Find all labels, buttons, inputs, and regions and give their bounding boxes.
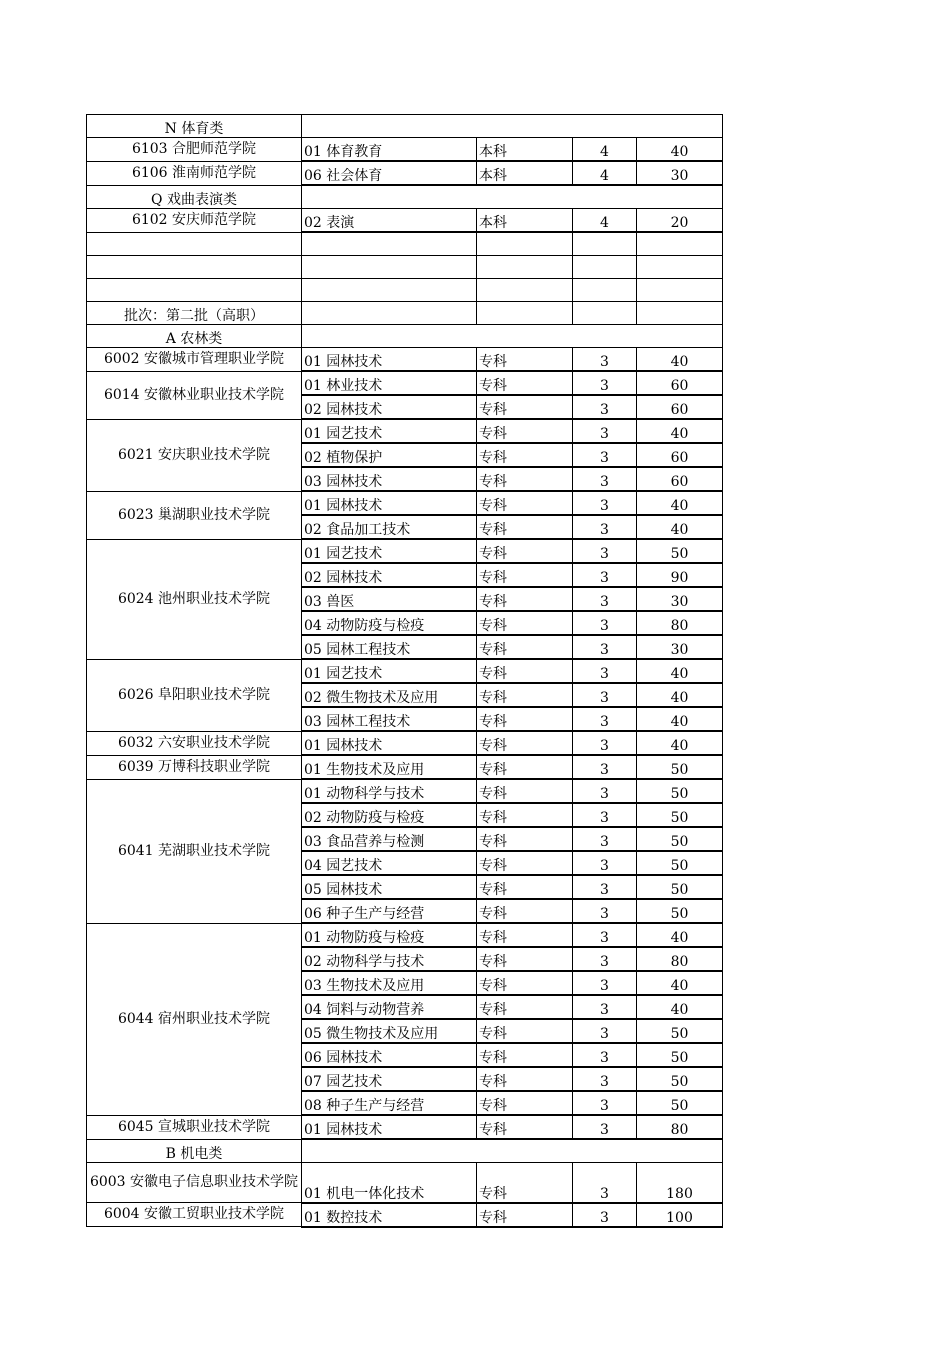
enrollment-count: 60 [637, 467, 723, 491]
enrollment-count: 40 [637, 683, 723, 707]
enrollment-count: 30 [637, 587, 723, 611]
education-level: 专科 [477, 779, 573, 803]
study-years: 3 [573, 395, 637, 419]
major-name: 01 动物科学与技术 [302, 779, 477, 803]
education-level: 专科 [477, 371, 573, 395]
school-name: 6102 安庆师范学院 [87, 209, 302, 233]
category-row-blank [302, 1139, 723, 1163]
major-row [87, 731, 723, 755]
study-years: 3 [573, 755, 637, 779]
major-name: 04 动物防疫与检疫 [302, 611, 477, 635]
education-level: 专科 [477, 491, 573, 515]
enrollment-count: 40 [637, 348, 723, 372]
major-name: 02 园林技术 [302, 563, 477, 587]
education-level: 专科 [477, 731, 573, 755]
major-name: 01 生物技术及应用 [302, 755, 477, 779]
major-row [87, 371, 723, 395]
blank-cell [87, 256, 302, 279]
category-row [87, 325, 723, 348]
school-name: 6041 芜湖职业技术学院 [87, 779, 302, 923]
enrollment-count: 50 [637, 1067, 723, 1091]
education-level: 专科 [477, 515, 573, 539]
study-years: 3 [573, 683, 637, 707]
education-level: 专科 [477, 995, 573, 1019]
study-years: 3 [573, 875, 637, 899]
study-years: 3 [573, 923, 637, 947]
education-level: 专科 [477, 683, 573, 707]
school-name: 6026 阜阳职业技术学院 [87, 659, 302, 731]
enrollment-count: 40 [637, 923, 723, 947]
major-name: 01 林业技术 [302, 371, 477, 395]
education-level: 专科 [477, 419, 573, 443]
education-level: 专科 [477, 1163, 573, 1203]
enrollment-count: 60 [637, 371, 723, 395]
study-years: 3 [573, 731, 637, 755]
education-level: 专科 [477, 635, 573, 659]
major-name: 06 园林技术 [302, 1043, 477, 1067]
enrollment-count: 180 [637, 1163, 723, 1203]
batch-row [87, 302, 723, 325]
major-row [87, 491, 723, 515]
category-row [87, 185, 723, 209]
blank-cell [637, 256, 723, 279]
enrollment-count: 60 [637, 443, 723, 467]
major-name: 06 社会体育 [302, 161, 477, 185]
school-name: 6024 池州职业技术学院 [87, 539, 302, 659]
education-level: 专科 [477, 611, 573, 635]
category-row-blank [302, 185, 723, 209]
education-level: 专科 [477, 827, 573, 851]
major-name: 04 园艺技术 [302, 851, 477, 875]
major-row [87, 1163, 723, 1203]
enrollment-count: 40 [637, 659, 723, 683]
education-level: 专科 [477, 563, 573, 587]
education-level: 专科 [477, 395, 573, 419]
education-level: 专科 [477, 1203, 573, 1227]
major-name: 01 园林技术 [302, 731, 477, 755]
major-row [87, 138, 723, 162]
major-name: 02 食品加工技术 [302, 515, 477, 539]
enrollment-count: 50 [637, 539, 723, 563]
education-level: 专科 [477, 851, 573, 875]
enrollment-count: 50 [637, 803, 723, 827]
enrollment-count: 30 [637, 635, 723, 659]
major-name: 01 园林技术 [302, 348, 477, 372]
study-years: 3 [573, 1115, 637, 1139]
major-name: 03 园林工程技术 [302, 707, 477, 731]
major-name: 03 兽医 [302, 587, 477, 611]
major-name: 08 种子生产与经营 [302, 1091, 477, 1115]
blank-row [87, 256, 723, 279]
study-years: 3 [573, 659, 637, 683]
category-row [87, 115, 723, 138]
blank-cell [637, 232, 723, 256]
study-years: 4 [573, 161, 637, 185]
enrollment-count: 50 [637, 851, 723, 875]
study-years: 3 [573, 1091, 637, 1115]
blank-cell [573, 232, 637, 256]
major-row [87, 209, 723, 233]
study-years: 3 [573, 947, 637, 971]
enrollment-plan-body [87, 115, 723, 1227]
enrollment-count: 40 [637, 138, 723, 162]
major-row [87, 1203, 723, 1227]
major-name: 05 微生物技术及应用 [302, 1019, 477, 1043]
enrollment-count: 50 [637, 1019, 723, 1043]
blank-cell [637, 279, 723, 302]
education-level: 专科 [477, 971, 573, 995]
enrollment-count: 40 [637, 731, 723, 755]
blank-cell [87, 232, 302, 256]
enrollment-count: 40 [637, 971, 723, 995]
major-name: 01 动物防疫与检疫 [302, 923, 477, 947]
major-row [87, 419, 723, 443]
school-name: 6106 淮南师范学院 [87, 161, 302, 185]
enrollment-count: 50 [637, 875, 723, 899]
major-row [87, 1115, 723, 1139]
education-level: 专科 [477, 923, 573, 947]
major-name: 05 园林工程技术 [302, 635, 477, 659]
major-row [87, 348, 723, 372]
study-years: 3 [573, 995, 637, 1019]
blank-cell [573, 279, 637, 302]
school-name: 6032 六安职业技术学院 [87, 731, 302, 755]
school-name: 6023 巢湖职业技术学院 [87, 491, 302, 539]
enrollment-count: 80 [637, 611, 723, 635]
study-years: 3 [573, 467, 637, 491]
study-years: 3 [573, 1203, 637, 1227]
education-level: 专科 [477, 539, 573, 563]
education-level: 专科 [477, 1115, 573, 1139]
enrollment-count: 20 [637, 209, 723, 233]
major-name: 03 食品营养与检测 [302, 827, 477, 851]
education-level: 本科 [477, 161, 573, 185]
major-name: 01 园艺技术 [302, 659, 477, 683]
study-years: 3 [573, 348, 637, 372]
enrollment-count: 50 [637, 1091, 723, 1115]
school-name: 6002 安徽城市管理职业学院 [87, 348, 302, 372]
study-years: 3 [573, 611, 637, 635]
enrollment-count: 100 [637, 1203, 723, 1227]
major-name: 01 园艺技术 [302, 419, 477, 443]
school-name: 6004 安徽工贸职业技术学院 [87, 1203, 302, 1227]
study-years: 3 [573, 1019, 637, 1043]
enrollment-count: 40 [637, 419, 723, 443]
school-name: 6021 安庆职业技术学院 [87, 419, 302, 491]
category-label: A 农林类 [87, 325, 302, 348]
education-level: 专科 [477, 1019, 573, 1043]
blank-row [87, 232, 723, 256]
major-name: 02 动物防疫与检疫 [302, 803, 477, 827]
study-years: 3 [573, 707, 637, 731]
study-years: 3 [573, 491, 637, 515]
study-years: 4 [573, 138, 637, 162]
blank-cell [302, 232, 477, 256]
major-name: 02 微生物技术及应用 [302, 683, 477, 707]
category-row [87, 1139, 723, 1163]
enrollment-count: 40 [637, 515, 723, 539]
blank-cell [477, 256, 573, 279]
major-name: 01 园林技术 [302, 491, 477, 515]
major-name: 07 园艺技术 [302, 1067, 477, 1091]
batch-label: 批次：第二批（高职） [87, 302, 302, 325]
education-level: 专科 [477, 899, 573, 923]
enrollment-count: 40 [637, 491, 723, 515]
education-level: 专科 [477, 707, 573, 731]
education-level: 专科 [477, 875, 573, 899]
major-name: 02 表演 [302, 209, 477, 233]
blank-row [87, 279, 723, 302]
category-row-blank [302, 302, 477, 325]
study-years: 3 [573, 779, 637, 803]
category-row-blank [302, 115, 723, 138]
school-name: 6003 安徽电子信息职业技术学院 [87, 1163, 302, 1203]
study-years: 3 [573, 563, 637, 587]
enrollment-count: 50 [637, 1043, 723, 1067]
major-name: 01 园艺技术 [302, 539, 477, 563]
major-name: 05 园林技术 [302, 875, 477, 899]
education-level: 专科 [477, 467, 573, 491]
blank-cell [302, 279, 477, 302]
blank-cell [573, 256, 637, 279]
major-row [87, 755, 723, 779]
category-label: B 机电类 [87, 1139, 302, 1163]
major-name: 04 饲料与动物营养 [302, 995, 477, 1019]
major-name: 02 园林技术 [302, 395, 477, 419]
study-years: 3 [573, 515, 637, 539]
study-years: 3 [573, 1163, 637, 1203]
major-name: 06 种子生产与经营 [302, 899, 477, 923]
blank-cell [302, 256, 477, 279]
education-level: 专科 [477, 348, 573, 372]
education-level: 专科 [477, 1043, 573, 1067]
study-years: 4 [573, 209, 637, 233]
education-level: 专科 [477, 803, 573, 827]
education-level: 专科 [477, 755, 573, 779]
education-level: 专科 [477, 1091, 573, 1115]
major-row [87, 923, 723, 947]
study-years: 3 [573, 899, 637, 923]
enrollment-count: 50 [637, 755, 723, 779]
category-label: N 体育类 [87, 115, 302, 138]
study-years: 3 [573, 1067, 637, 1091]
education-level: 专科 [477, 443, 573, 467]
blank-cell [573, 302, 637, 325]
category-label: Q 戏曲表演类 [87, 185, 302, 209]
school-name: 6103 合肥师范学院 [87, 138, 302, 162]
study-years: 3 [573, 971, 637, 995]
study-years: 3 [573, 635, 637, 659]
blank-cell [477, 302, 573, 325]
study-years: 3 [573, 371, 637, 395]
enrollment-count: 40 [637, 995, 723, 1019]
blank-cell [477, 279, 573, 302]
education-level: 专科 [477, 947, 573, 971]
major-name: 03 园林技术 [302, 467, 477, 491]
major-row [87, 779, 723, 803]
enrollment-count: 50 [637, 827, 723, 851]
category-row-blank [302, 325, 723, 348]
major-name: 01 数控技术 [302, 1203, 477, 1227]
enrollment-count: 40 [637, 707, 723, 731]
study-years: 3 [573, 587, 637, 611]
major-name: 03 生物技术及应用 [302, 971, 477, 995]
school-name: 6014 安徽林业职业技术学院 [87, 371, 302, 419]
major-name: 02 动物科学与技术 [302, 947, 477, 971]
education-level: 专科 [477, 659, 573, 683]
education-level: 本科 [477, 209, 573, 233]
enrollment-plan-table [86, 114, 723, 1228]
study-years: 3 [573, 1043, 637, 1067]
major-row [87, 539, 723, 563]
enrollment-count: 50 [637, 779, 723, 803]
enrollment-count: 90 [637, 563, 723, 587]
major-row [87, 161, 723, 185]
school-name: 6039 万博科技职业学院 [87, 755, 302, 779]
major-name: 01 园林技术 [302, 1115, 477, 1139]
education-level: 专科 [477, 1067, 573, 1091]
enrollment-count: 80 [637, 947, 723, 971]
blank-cell [477, 232, 573, 256]
enrollment-count: 30 [637, 161, 723, 185]
study-years: 3 [573, 851, 637, 875]
education-level: 本科 [477, 138, 573, 162]
enrollment-count: 80 [637, 1115, 723, 1139]
school-name: 6044 宿州职业技术学院 [87, 923, 302, 1115]
study-years: 3 [573, 803, 637, 827]
blank-cell [87, 279, 302, 302]
blank-cell [637, 302, 723, 325]
education-level: 专科 [477, 587, 573, 611]
study-years: 3 [573, 419, 637, 443]
school-name: 6045 宣城职业技术学院 [87, 1115, 302, 1139]
study-years: 3 [573, 443, 637, 467]
major-name: 01 体育教育 [302, 138, 477, 162]
major-name: 02 植物保护 [302, 443, 477, 467]
major-name: 01 机电一体化技术 [302, 1163, 477, 1203]
major-row [87, 659, 723, 683]
enrollment-count: 50 [637, 899, 723, 923]
enrollment-count: 60 [637, 395, 723, 419]
study-years: 3 [573, 539, 637, 563]
study-years: 3 [573, 827, 637, 851]
